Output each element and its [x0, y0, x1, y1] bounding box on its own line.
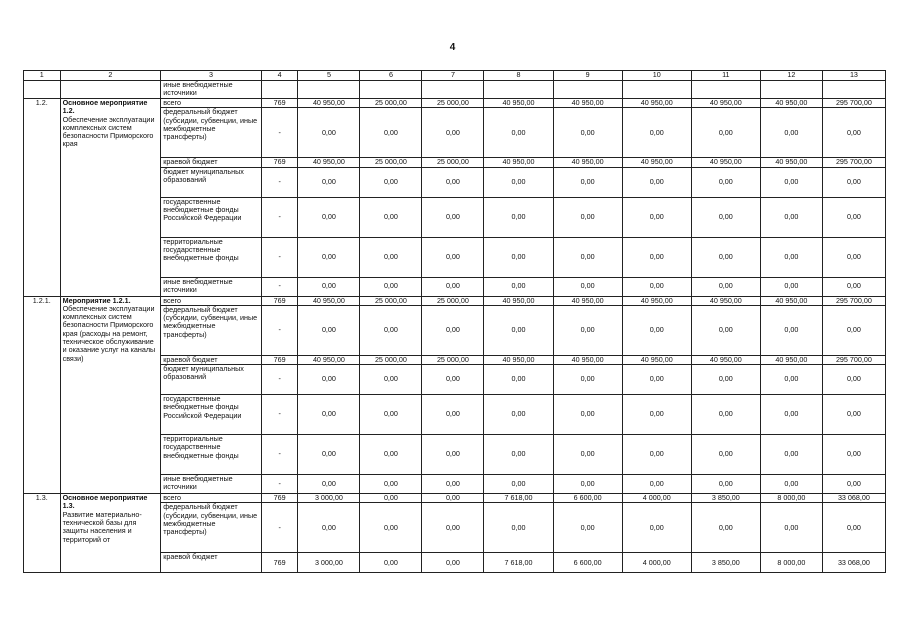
amount-cell: 295 700,00	[822, 296, 885, 305]
amount-cell: 0,00	[691, 237, 760, 277]
activity-description: Развитие материально-технической базы для защиты населения и территорий от	[62, 509, 142, 544]
amount-cell: 0,00	[553, 503, 622, 553]
amount-cell	[760, 81, 822, 99]
amount-cell: 0,00	[422, 108, 484, 158]
funding-source-cell: краевой бюджет	[161, 158, 262, 167]
column-number-row	[24, 71, 886, 81]
amount-cell	[422, 81, 484, 99]
column-number-11: 11	[691, 71, 760, 81]
amount-cell: 0,00	[822, 475, 885, 494]
amount-cell: 40 950,00	[622, 355, 691, 364]
amount-cell: 295 700,00	[822, 355, 885, 364]
table-row	[24, 494, 886, 503]
amount-cell: 0,00	[822, 108, 885, 158]
amount-cell: 33 068,00	[822, 553, 885, 573]
amount-cell: 0,00	[484, 365, 553, 395]
activity-title: Основное мероприятие 1.3.	[62, 493, 148, 511]
amount-cell: 0,00	[422, 197, 484, 237]
amount-cell: 0,00	[484, 435, 553, 475]
amount-cell: 0,00	[298, 277, 360, 296]
amount-cell: 6 600,00	[553, 553, 622, 573]
amount-cell: 0,00	[360, 167, 422, 197]
column-number-7: 7	[422, 71, 484, 81]
row-number-cell: 1.2.1.	[24, 296, 61, 494]
funding-source-cell: иные внебюджетные источники	[161, 81, 262, 99]
amount-cell: 0,00	[422, 553, 484, 573]
amount-cell: 0,00	[822, 395, 885, 435]
amount-cell: 0,00	[760, 435, 822, 475]
funding-source-cell: федеральный бюджет (субсидии, субвенции, иные межбюджетные трансферты)	[161, 305, 262, 355]
amount-cell	[298, 81, 360, 99]
amount-cell: 40 950,00	[298, 296, 360, 305]
amount-cell: 0,00	[484, 277, 553, 296]
funding-source-cell: иные внебюджетные источники	[161, 277, 262, 296]
activity-name-cell	[60, 81, 161, 99]
amount-cell	[553, 81, 622, 99]
amount-cell: 0,00	[298, 475, 360, 494]
table-body	[24, 81, 886, 573]
activity-description: Обеспечение эксплуатации комплексных систем безопасности Приморского края (расходы на ремонт, техническое обслуживание и оказание услуг на каналы связи)	[62, 303, 156, 363]
amount-cell: 0,00	[822, 503, 885, 553]
activity-name-cell	[60, 494, 161, 573]
amount-cell: 0,00	[822, 167, 885, 197]
amount-cell: 0,00	[360, 435, 422, 475]
page-number: 4	[449, 42, 456, 53]
amount-cell	[691, 81, 760, 99]
amount-cell: 0,00	[822, 277, 885, 296]
amount-cell	[622, 81, 691, 99]
amount-cell: 40 950,00	[553, 296, 622, 305]
amount-cell: 0,00	[622, 435, 691, 475]
amount-cell: 0,00	[622, 237, 691, 277]
amount-cell: 0,00	[484, 475, 553, 494]
column-number-4: 4	[261, 71, 298, 81]
amount-cell: 40 950,00	[622, 99, 691, 108]
amount-cell	[822, 81, 885, 99]
funding-source-cell: краевой бюджет	[161, 553, 262, 573]
amount-cell: 6 600,00	[553, 494, 622, 503]
amount-cell: 0,00	[553, 108, 622, 158]
amount-cell: 0,00	[622, 277, 691, 296]
grbs-code-cell: -	[261, 475, 298, 494]
amount-cell: 40 950,00	[760, 355, 822, 364]
activity-title: Мероприятие 1.2.1.	[62, 296, 131, 305]
table-row	[24, 296, 886, 305]
amount-cell: 40 950,00	[484, 99, 553, 108]
amount-cell: 40 950,00	[298, 158, 360, 167]
funding-source-cell: федеральный бюджет (субсидии, субвенции, иные межбюджетные трансферты)	[161, 108, 262, 158]
grbs-code-cell: -	[261, 395, 298, 435]
amount-cell: 0,00	[760, 108, 822, 158]
amount-cell: 0,00	[622, 503, 691, 553]
column-number-12: 12	[760, 71, 822, 81]
amount-cell: 0,00	[298, 108, 360, 158]
amount-cell: 295 700,00	[822, 99, 885, 108]
amount-cell: 4 000,00	[622, 494, 691, 503]
amount-cell: 3 000,00	[298, 553, 360, 573]
amount-cell: 0,00	[691, 365, 760, 395]
amount-cell: 40 950,00	[691, 296, 760, 305]
amount-cell: 0,00	[553, 237, 622, 277]
amount-cell: 0,00	[691, 475, 760, 494]
amount-cell: 0,00	[622, 167, 691, 197]
amount-cell: 0,00	[822, 197, 885, 237]
activity-title: Основное мероприятие 1.2.	[62, 98, 148, 116]
table-row	[24, 81, 886, 99]
grbs-code-cell: 769	[261, 99, 298, 108]
amount-cell: 0,00	[484, 395, 553, 435]
amount-cell: 0,00	[422, 237, 484, 277]
amount-cell: 0,00	[822, 305, 885, 355]
amount-cell: 3 850,00	[691, 494, 760, 503]
amount-cell: 0,00	[691, 305, 760, 355]
amount-cell: 40 950,00	[553, 355, 622, 364]
amount-cell: 0,00	[360, 108, 422, 158]
grbs-code-cell: -	[261, 503, 298, 553]
amount-cell: 40 950,00	[484, 158, 553, 167]
amount-cell: 0,00	[422, 167, 484, 197]
column-number-5: 5	[298, 71, 360, 81]
amount-cell: 0,00	[760, 197, 822, 237]
grbs-code-cell: -	[261, 305, 298, 355]
amount-cell: 40 950,00	[298, 355, 360, 364]
amount-cell: 40 950,00	[691, 99, 760, 108]
amount-cell: 0,00	[360, 475, 422, 494]
amount-cell: 295 700,00	[822, 158, 885, 167]
amount-cell: 0,00	[298, 167, 360, 197]
activity-name-cell	[60, 296, 161, 494]
funding-source-cell: государственные внебюджетные фонды Российской Федерации	[161, 197, 262, 237]
amount-cell: 0,00	[360, 503, 422, 553]
funding-source-cell: бюджет муниципальных образований	[161, 167, 262, 197]
funding-source-cell: бюджет муниципальных образований	[161, 365, 262, 395]
amount-cell: 0,00	[691, 395, 760, 435]
amount-cell: 0,00	[484, 108, 553, 158]
funding-source-cell: федеральный бюджет (субсидии, субвенции, иные межбюджетные трансферты)	[161, 503, 262, 553]
amount-cell: 25 000,00	[360, 296, 422, 305]
activity-description: Обеспечение эксплуатации комплексных систем безопасности Приморского края	[62, 114, 155, 149]
amount-cell: 7 618,00	[484, 553, 553, 573]
column-number-10: 10	[622, 71, 691, 81]
amount-cell: 0,00	[484, 197, 553, 237]
grbs-code-cell: -	[261, 237, 298, 277]
column-number-8: 8	[484, 71, 553, 81]
amount-cell: 0,00	[484, 167, 553, 197]
amount-cell: 0,00	[622, 197, 691, 237]
amount-cell: 7 618,00	[484, 494, 553, 503]
row-number-cell	[24, 81, 61, 99]
amount-cell: 0,00	[622, 108, 691, 158]
amount-cell: 33 068,00	[822, 494, 885, 503]
amount-cell	[484, 81, 553, 99]
amount-cell: 0,00	[360, 395, 422, 435]
amount-cell: 0,00	[553, 305, 622, 355]
funding-source-cell: государственные внебюджетные фонды Российской Федерации	[161, 395, 262, 435]
amount-cell: 40 950,00	[760, 296, 822, 305]
amount-cell: 0,00	[298, 197, 360, 237]
grbs-code-cell: 769	[261, 553, 298, 573]
column-number-9: 9	[553, 71, 622, 81]
amount-cell: 8 000,00	[760, 553, 822, 573]
amount-cell: 25 000,00	[360, 158, 422, 167]
amount-cell: 0,00	[553, 395, 622, 435]
amount-cell: 0,00	[360, 305, 422, 355]
grbs-code-cell: -	[261, 167, 298, 197]
grbs-code-cell: -	[261, 365, 298, 395]
row-number-cell: 1.3.	[24, 494, 61, 573]
row-number-cell: 1.2.	[24, 99, 61, 297]
amount-cell: 25 000,00	[360, 99, 422, 108]
amount-cell: 0,00	[622, 305, 691, 355]
amount-cell: 0,00	[360, 494, 422, 503]
amount-cell: 0,00	[760, 395, 822, 435]
amount-cell: 0,00	[484, 503, 553, 553]
budget-table	[23, 70, 886, 573]
amount-cell: 0,00	[622, 365, 691, 395]
funding-source-cell: территориальные государственные внебюджетные фонды	[161, 237, 262, 277]
funding-source-cell: всего	[161, 99, 262, 108]
grbs-code-cell	[261, 81, 298, 99]
amount-cell: 0,00	[298, 365, 360, 395]
amount-cell: 0,00	[691, 277, 760, 296]
amount-cell: 0,00	[691, 167, 760, 197]
amount-cell: 0,00	[760, 277, 822, 296]
amount-cell: 40 950,00	[553, 158, 622, 167]
amount-cell: 0,00	[422, 365, 484, 395]
amount-cell: 3 000,00	[298, 494, 360, 503]
amount-cell: 40 950,00	[484, 296, 553, 305]
amount-cell: 0,00	[822, 435, 885, 475]
amount-cell: 8 000,00	[760, 494, 822, 503]
amount-cell: 0,00	[622, 475, 691, 494]
table-row	[24, 99, 886, 108]
amount-cell: 0,00	[298, 305, 360, 355]
grbs-code-cell: -	[261, 435, 298, 475]
amount-cell: 0,00	[553, 197, 622, 237]
amount-cell: 0,00	[760, 475, 822, 494]
column-number-1: 1	[24, 71, 61, 81]
amount-cell: 0,00	[622, 395, 691, 435]
amount-cell: 25 000,00	[422, 296, 484, 305]
amount-cell: 0,00	[760, 305, 822, 355]
amount-cell: 40 950,00	[691, 158, 760, 167]
activity-name-cell	[60, 99, 161, 297]
column-number-3: 3	[161, 71, 262, 81]
funding-source-cell: территориальные государственные внебюджетные фонды	[161, 435, 262, 475]
amount-cell: 40 950,00	[691, 355, 760, 364]
amount-cell: 0,00	[760, 237, 822, 277]
amount-cell: 40 950,00	[622, 296, 691, 305]
amount-cell: 0,00	[422, 503, 484, 553]
amount-cell: 0,00	[760, 365, 822, 395]
amount-cell	[360, 81, 422, 99]
funding-source-cell: иные внебюджетные источники	[161, 475, 262, 494]
amount-cell: 0,00	[298, 395, 360, 435]
amount-cell: 0,00	[422, 435, 484, 475]
amount-cell: 0,00	[691, 108, 760, 158]
grbs-code-cell: -	[261, 108, 298, 158]
amount-cell: 40 950,00	[484, 355, 553, 364]
grbs-code-cell: -	[261, 197, 298, 237]
amount-cell: 0,00	[360, 237, 422, 277]
amount-cell: 0,00	[691, 435, 760, 475]
amount-cell: 0,00	[553, 277, 622, 296]
amount-cell: 0,00	[422, 395, 484, 435]
amount-cell: 25 000,00	[360, 355, 422, 364]
amount-cell: 0,00	[422, 305, 484, 355]
amount-cell: 0,00	[760, 503, 822, 553]
amount-cell: 0,00	[298, 237, 360, 277]
amount-cell: 0,00	[691, 503, 760, 553]
amount-cell: 0,00	[360, 277, 422, 296]
amount-cell: 0,00	[760, 167, 822, 197]
amount-cell: 0,00	[422, 475, 484, 494]
amount-cell: 0,00	[553, 365, 622, 395]
funding-source-cell: всего	[161, 296, 262, 305]
amount-cell: 0,00	[484, 237, 553, 277]
funding-source-cell: краевой бюджет	[161, 355, 262, 364]
column-number-6: 6	[360, 71, 422, 81]
amount-cell: 40 950,00	[760, 99, 822, 108]
amount-cell: 40 950,00	[298, 99, 360, 108]
amount-cell: 25 000,00	[422, 99, 484, 108]
grbs-code-cell: 769	[261, 158, 298, 167]
funding-source-cell: всего	[161, 494, 262, 503]
amount-cell: 40 950,00	[622, 158, 691, 167]
amount-cell: 25 000,00	[422, 355, 484, 364]
grbs-code-cell: 769	[261, 296, 298, 305]
amount-cell: 40 950,00	[760, 158, 822, 167]
amount-cell: 0,00	[360, 365, 422, 395]
amount-cell: 0,00	[422, 494, 484, 503]
amount-cell: 25 000,00	[422, 158, 484, 167]
grbs-code-cell: 769	[261, 355, 298, 364]
column-number-2: 2	[60, 71, 161, 81]
amount-cell: 0,00	[691, 197, 760, 237]
amount-cell: 0,00	[360, 553, 422, 573]
amount-cell: 4 000,00	[622, 553, 691, 573]
amount-cell: 0,00	[422, 277, 484, 296]
grbs-code-cell: -	[261, 277, 298, 296]
amount-cell: 0,00	[298, 435, 360, 475]
amount-cell: 0,00	[553, 167, 622, 197]
amount-cell: 0,00	[484, 305, 553, 355]
amount-cell: 0,00	[298, 503, 360, 553]
amount-cell: 0,00	[822, 237, 885, 277]
grbs-code-cell: 769	[261, 494, 298, 503]
amount-cell: 0,00	[553, 475, 622, 494]
amount-cell: 40 950,00	[553, 99, 622, 108]
amount-cell: 0,00	[553, 435, 622, 475]
amount-cell: 0,00	[822, 365, 885, 395]
amount-cell: 3 850,00	[691, 553, 760, 573]
amount-cell: 0,00	[360, 197, 422, 237]
column-number-13: 13	[822, 71, 885, 81]
